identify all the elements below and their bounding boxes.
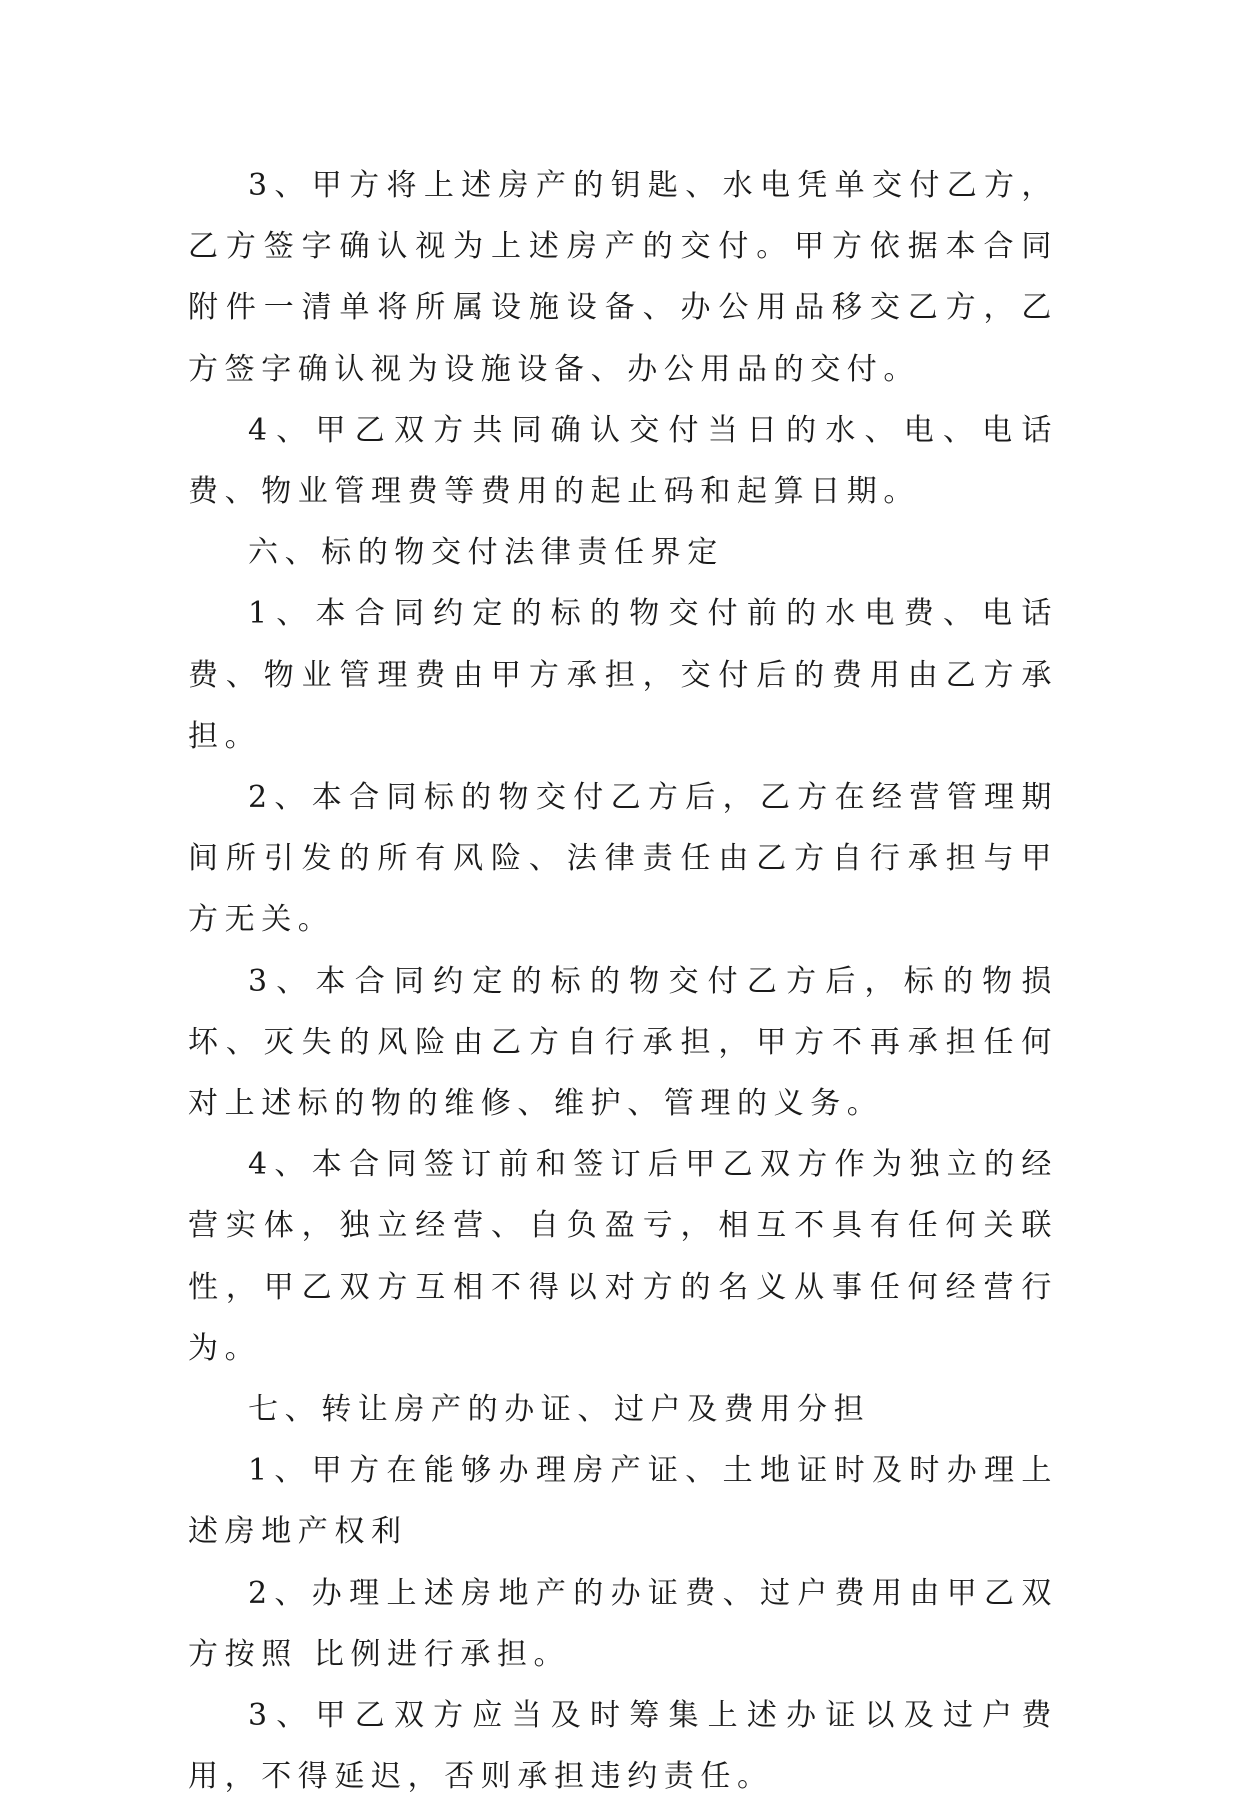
section-heading-6: 六、标的物交付法律责任界定 [248, 535, 724, 571]
section-heading-7: 七、转让房产的办证、过户及费用分担 [248, 1392, 871, 1428]
paragraph-7-3: 3、甲乙双方应当及时筹集上述办证以及过户费用，不得延迟，否则承担违约责任。 [188, 1698, 1058, 1795]
paragraph-6-1: 1、本合同约定的标的物交付前的水电费、电话费、物业管理费由甲方承担，交付后的费用由乙方承担。 [188, 596, 1058, 754]
paragraph-7-2: 2、办理上述房地产的办证费、过户费用由甲乙双方按照 比例进行承担。 [188, 1575, 1058, 1672]
paragraph-6-2: 2、本合同标的物交付乙方后，乙方在经营管理期间所引发的所有风险、法律责任由乙方自行承担与甲方无关。 [188, 780, 1058, 938]
paragraph-6-3: 3、本合同约定的标的物交付乙方后，标的物损坏、灭失的风险由乙方自行承担，甲方不再承担任何对上述标的物的维修、维护、管理的义务。 [188, 963, 1058, 1122]
paragraph-meter-readings: 4、甲乙双方共同确认交付当日的水、电、电话费、物业管理费等费用的起止码和起算日期。 [188, 412, 1058, 510]
paragraph-6-4: 4、本合同签订前和签订后甲乙双方作为独立的经营实体，独立经营、自负盈亏，相互不具有任何关联性，甲乙双方互相不得以对方的名义从事任何经营行为。 [188, 1147, 1058, 1366]
paragraph-7-1: 1、甲方在能够办理房产证、土地证时及时办理上述房地产权利 [188, 1453, 1058, 1550]
document-body [188, 155, 1058, 1807]
paragraph-handover-keys: 3、甲方将上述房产的钥匙、水电凭单交付乙方，乙方签字确认视为上述房产的交付。甲方依据本合同附件一清单将所属设施设备、办公用品移交乙方，乙方签字确认视为设施设备、办公用品的交付。 [188, 168, 1058, 387]
